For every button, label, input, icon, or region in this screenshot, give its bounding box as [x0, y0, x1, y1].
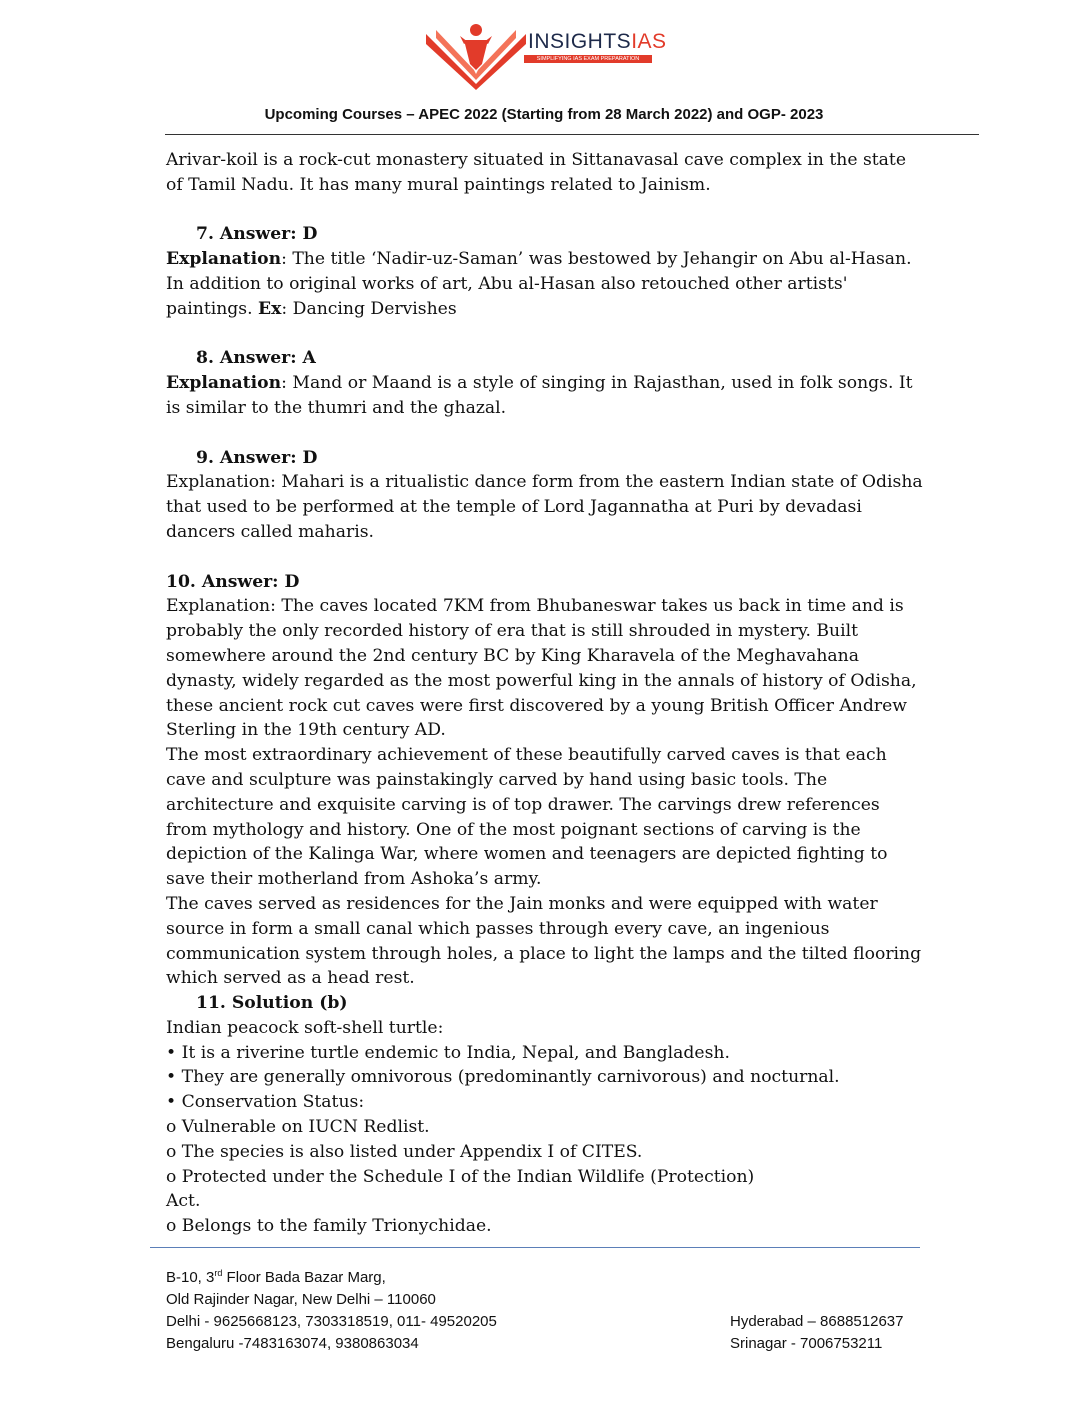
- q11-line: Indian peacock soft-shell turtle:: [166, 1017, 444, 1038]
- q10-paragraph-1: Explanation: The caves located 7KM from Bhubaneswar takes us back in time and is probably the only recorded history of era that is still shrouded in mystery. Built somewhere around the 2nd century BC by King Kharavela of the Meghavahana dynasty, widely regarded as the most powerful king in the annals of history of Odisha, these ancient rock cut caves were first discovered by a young British Officer Andrew Sterling in the 19th century AD.: [166, 596, 917, 741]
- q8-explanation-label: Explanation: [166, 373, 282, 394]
- q11-line: o Vulnerable on IUCN Redlist.: [166, 1117, 430, 1138]
- q11-line: • It is a riverine turtle endemic to India, Nepal, and Bangladesh.: [166, 1042, 730, 1063]
- footer-delhi-phones: Delhi - 9625668123, 7303318519, 011- 49520205: [166, 1313, 497, 1330]
- document-body: [166, 148, 926, 1239]
- q9-answer: 9. Answer: D: [196, 447, 318, 468]
- q7-explanation-text: : The title ‘Nadir-uz-Saman’ was bestowed by Jehangir on Abu al-Hasan. In addition to original works of art, Abu al-Hasan also retouched other artists' paintings.: [166, 249, 912, 319]
- header-divider: [165, 134, 979, 135]
- footer-srinagar-phone: Srinagar - 7006753211: [730, 1335, 883, 1352]
- q11-answer: 11. Solution (b): [196, 993, 348, 1014]
- q7-answer: 7. Answer: D: [196, 224, 318, 245]
- footer-address-line-2: Old Rajinder Nagar, New Delhi – 110060: [166, 1291, 436, 1308]
- q7-explanation-label: Explanation: [166, 249, 282, 270]
- q9-explanation: Explanation: Mahari is a ritualistic dance form from the eastern Indian state of Odisha that used to be performed at the temple of Lord Jagannatha at Puri by devadasi dancers called maharis.: [166, 472, 923, 542]
- brand-name: INSIGHTSIAS: [528, 30, 667, 53]
- footer-bengaluru-phones: Bengaluru -7483163074, 9380863034: [166, 1335, 419, 1352]
- q8-explanation-text: : Mand or Maand is a style of singing in Rajasthan, used in folk songs. It is similar to the thumri and the ghazal.: [166, 373, 913, 418]
- brand-tagline: SIMPLIFYING IAS EXAM PREPARATION: [524, 55, 652, 63]
- q11-line: Act.: [166, 1191, 201, 1212]
- q11-line: o Belongs to the family Trionychidae.: [166, 1216, 492, 1237]
- q11-line: • They are generally omnivorous (predominantly carnivorous) and nocturnal.: [166, 1067, 840, 1088]
- q10-paragraph-3: The caves served as residences for the Jain monks and were equipped with water source in form a small canal which passes through every cave, an ingenious communication system through holes, a place to light the lamps and the tilted flooring which served as a head rest.: [166, 893, 922, 989]
- intro-paragraph: Arivar-koil is a rock-cut monastery situated in Sittanavasal cave complex in the state of Tamil Nadu. It has many mural paintings related to Jainism.: [166, 150, 907, 195]
- page-header-title: Upcoming Courses – APEC 2022 (Starting from 28 March 2022) and OGP- 2023: [264, 106, 824, 123]
- footer-address-line-1: B-10, 3rd Floor Bada Bazar Marg,: [166, 1268, 386, 1286]
- q11-line: • Conservation Status:: [166, 1092, 365, 1113]
- q10-answer: 10. Answer: D: [166, 571, 300, 592]
- q8-explanation: [166, 371, 926, 421]
- footer-contact: [166, 1262, 926, 1355]
- q7-ex-label: Ex: [258, 298, 282, 319]
- q8-answer: 8. Answer: A: [196, 348, 316, 369]
- q7-ex-text: : Dancing Dervishes: [281, 298, 457, 319]
- q11-line: o Protected under the Schedule I of the Indian Wildlife (Protection): [166, 1166, 755, 1187]
- q7-explanation: [166, 247, 926, 321]
- q10-paragraph-2: The most extraordinary achievement of these beautifully carved caves is that each cave and sculpture was painstakingly carved by hand using basic tools. The architecture and exquisite carving is of top drawer. The carvings drew references from mythology and history. One of the most poignant sections of carving is the depiction of the Kalinga War, where women and teenagers are depicted fighting to save their motherland from Ashoka’s army.: [166, 745, 888, 890]
- footer-hyderabad-phone: Hyderabad – 8688512637: [730, 1313, 904, 1330]
- footer-divider: [150, 1247, 920, 1248]
- q11-line: o The species is also listed under Appendix I of CITES.: [166, 1141, 643, 1162]
